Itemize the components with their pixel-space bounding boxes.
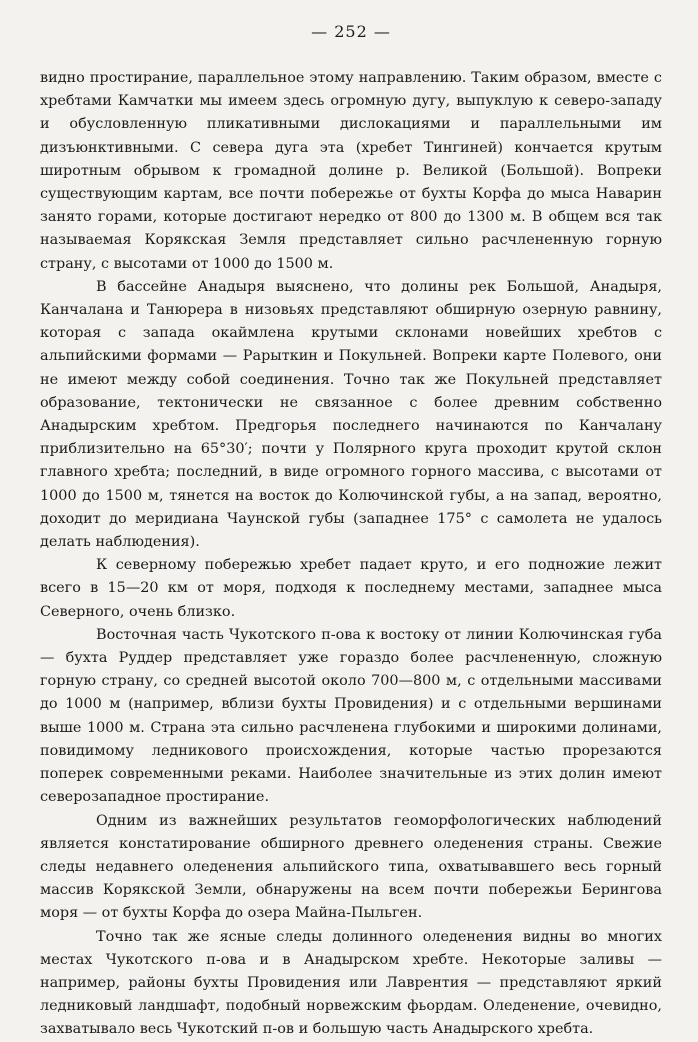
paragraph-continuation: видно простирание, параллельное этому направлению. Таким образом, вместе с хребтами Камчатки мы имеем здесь огромную дугу, выпуклую к северо-западу и обусловленную пликативными дислокациями и параллельными им дизъюнктивными. С севера дуга эта (хребет Тингиней) кончается крутым широтным обрывом к громадной долине р. Великой (Большой). Вопреки существующим картам, все почти побережье от бухты Корфа до мыса Наварин занято горами, которые достигают нередко от 800 до 1300 м. В общем вся так называемая Корякская Земля представляет сильно расчлененную горную страну, с высотами от 1000 до 1500 м. [40, 70, 662, 272]
body-text [40, 67, 662, 1042]
paragraph-valley-glaciation: Точно так же ясные следы долинного оледенения видны во многих местах Чукотского п-ова и в Анадырском хребте. Некоторые заливы — например, районы бухты Провидения или Лаврентия — представляют яркий ледниковый ландшафт, подобный норвежским фьордам. Оледенение, очевидно, захватывало весь Чукотский п-ов и большую часть Анадырского хребта. [40, 928, 662, 1038]
paragraph-ancient-glaciation: Одним из важнейших результатов геоморфологических наблюдений является констатирование обширного древнего оледенения страны. Свежие следы недавнего оледенения альпийского типа, охватывавшего весь горный массив Корякской Земли, обнаружены на всем почти побережьи Берингова моря — от бухты Корфа до озера Майна-Пыльген. [40, 812, 662, 922]
paragraph-north-coast: К северному побережью хребет падает круто, и его подножие лежит всего в 15—20 км от моря, подходя к последнему местами, западнее мыса Северного, очень близко. [40, 557, 662, 620]
page-number: — 252 — [311, 22, 391, 41]
paragraph-east-chukotka: Восточная часть Чукотского п-ова к востоку от линии Колючинская губа — бухта Руддер представляет уже гораздо более расчлененную, сложную горную страну, со средней высотой около 700—800 м, с отдельными массивами до 1000 м (например, вблизи бухты Провидения) и с отдельными вершинами выше 1000 м. Страна эта сильно расчленена глубокими и широкими долинами, повидимому ледникового происхождения, которые частью прорезаются поперек современными реками. Наиболее значительные из этих долин имеют северозападное простирание. [40, 626, 662, 806]
paragraph-anadyr-basin: В бассейне Анадыря выяснено, что долины рек Большой, Анадыря, Канчалана и Танюрера в низовьях представляют обширную озерную равнину, которая с запада окаймлена крутыми склонами новейших хребтов с альпийскими формами — Рарыткин и Покульней. Вопреки карте Полевого, они не имеют между собой соединения. Точно так же Покульней представляет образование, тектонически не связанное с более древним собственно Анадырским хребтом. Предгорья последнего начинаются по Канчалану приблизительно на 65°30′; почти у Полярного круга проходит крутой склон главного хребта; последний, в виде огромного горного массива, с высотами от 1000 до 1500 м, тянется на восток до Колючинской губы, а на запад, вероятно, доходит до меридиана Чаунской губы (западнее 175° с самолета не удалось делать наблюдения). [40, 278, 662, 551]
